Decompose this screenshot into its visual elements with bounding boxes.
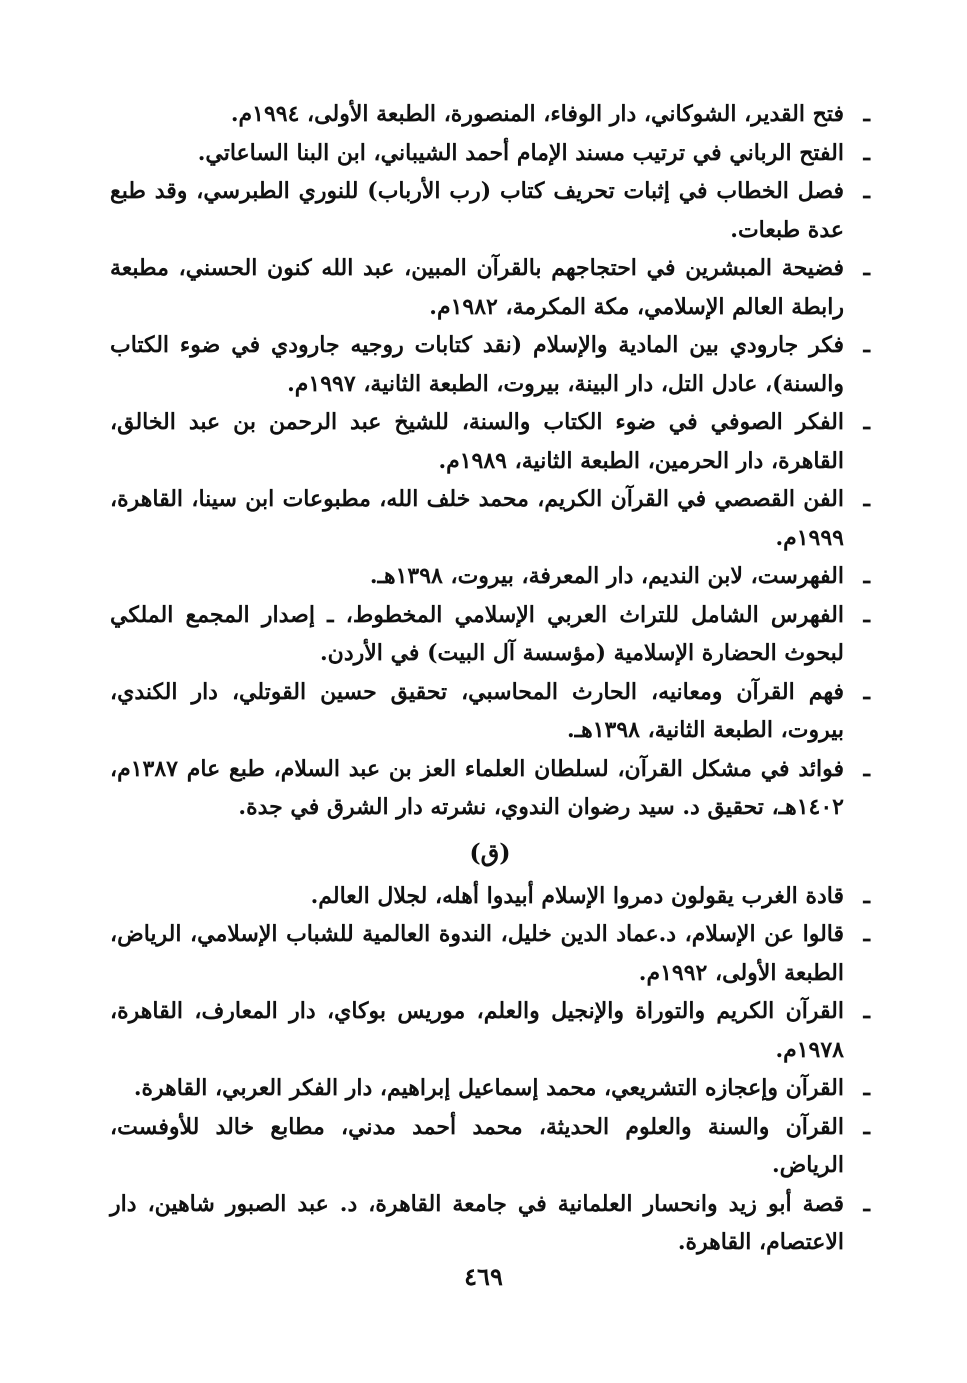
entry-dash: ـ: [863, 921, 870, 947]
entry-text: القرآن والسنة والعلوم الحديثة، محمد أحمد مدني، مطابع خالد للأوفست، الرياض.: [110, 1113, 844, 1178]
entry-dash: ـ: [863, 255, 870, 281]
bibliography-page: [110, 95, 870, 1315]
bibliography-entry: [110, 403, 870, 480]
entry-text: الفهرست، لابن النديم، دار المعرفة، بيروت، ١٣٩٨هـ.: [369, 563, 844, 589]
entry-text: فصل الخطاب في إثبات تحريف كتاب (رب الأرباب) للنوري الطبرسي، وقد طبع عدة طبعات.: [110, 178, 844, 243]
entry-dash: ـ: [863, 486, 870, 512]
bibliography-entry: [110, 134, 870, 173]
entry-dash: ـ: [863, 882, 870, 909]
entry-text: فوائد في مشكل القرآن، لسلطان العلماء العز بن عبد السلام، طبع عام ١٣٨٧م، ١٤٠٢هـ، تحقيق د. سيد رضوان الندوي، نشرته دار الشرق في جدة.: [110, 755, 844, 820]
bibliography-entry: [110, 249, 870, 326]
entry-dash: ـ: [863, 1190, 870, 1217]
entry-dash: ـ: [863, 409, 870, 435]
entry-dash: ـ: [863, 601, 870, 628]
entry-text: الفن القصصي في القرآن الكريم، محمد خلف الله، مطبوعات ابن سينا، القاهرة، ١٩٩٩م.: [110, 486, 845, 551]
bibliography-entry: [110, 915, 870, 992]
section-heading-qaf: (ق): [469, 837, 511, 867]
entry-text: الفهرس الشامل للتراث العربي الإسلامي المخطوط، ـ إصدار المجمع الملكي لبحوث الحضارة الإسلامية (مؤسسة آل البيت) في الأردن.: [110, 601, 844, 666]
entry-dash: ـ: [863, 139, 870, 166]
bibliography-entry: [110, 557, 870, 596]
bibliography-entry: [110, 326, 870, 403]
entry-text: فكر جارودي بين المادية والإسلام (نقد كتابات روجيه جارودي في ضوء الكتاب والسنة)، عادل التل، دار البينة، بيروت، الطبعة الثانية، ١٩٩٧م.: [110, 332, 844, 397]
entry-dash: ـ: [863, 101, 870, 127]
bibliography-entry: [110, 480, 870, 557]
entry-text: قالوا عن الإسلام، د.عماد الدين خليل، الندوة العالمية للشباب الإسلامي، الرياض، الطبعة الأولى، ١٩٩٢م.: [110, 921, 844, 986]
entry-dash: ـ: [863, 678, 870, 705]
entry-dash: ـ: [863, 332, 870, 358]
entry-dash: ـ: [863, 563, 870, 589]
entry-text: القرآن الكريم والتوراة والإنجيل والعلم، موريس بوكاي، دار المعارف، القاهرة، ١٩٧٨م.: [110, 998, 844, 1063]
entry-text: الفتح الرباني في ترتيب مسند الإمام أحمد الشيباني، ابن البنا الساعاتي.: [197, 139, 844, 166]
bibliography-entry: [110, 596, 870, 673]
bibliography-list-qaf: [110, 877, 870, 1262]
entry-text: القرآن وإعجازه التشريعي، محمد إسماعيل إبراهيم، دار الفكر العربي، القاهرة.: [133, 1075, 844, 1101]
bibliography-entry: [110, 1069, 870, 1108]
entry-dash: ـ: [863, 178, 870, 204]
entry-dash: ـ: [863, 1113, 870, 1140]
entry-text: فهم القرآن ومعانيه، الحارث المحاسبي، تحقيق حسين القوتلي، دار الكندي، بيروت، الطبعة الثانية، ١٣٩٨هـ.: [110, 678, 844, 743]
entry-text: قادة الغرب يقولون دمروا الإسلام أبيدوا أهله، لجلال العالم.: [310, 882, 844, 909]
entry-dash: ـ: [863, 998, 870, 1024]
entry-text: فتح القدير، الشوكاني، دار الوفاء، المنصورة، الطبعة الأولى، ١٩٩٤م.: [230, 101, 844, 127]
entry-text: فضيحة المبشرين في احتجاجهم بالقرآن المبين، عبد الله كنون الحسني، مطبعة رابطة العالم الإسلامي، مكة المكرمة، ١٩٨٢م.: [110, 255, 844, 320]
bibliography-entry: [110, 750, 870, 827]
bibliography-entry: [110, 877, 870, 916]
bibliography-entry: [110, 95, 870, 134]
bibliography-entry: [110, 1108, 870, 1185]
page-number: ٤٦٩: [464, 1262, 503, 1291]
bibliography-entry: [110, 1185, 870, 1262]
bibliography-list-fa: [110, 95, 870, 827]
entry-text: الفكر الصوفي في ضوء الكتاب والسنة، للشيخ عبد الرحمن بن عبد الخالق، القاهرة، دار الحرمين، الطبعة الثانية، ١٩٨٩م.: [110, 409, 845, 474]
bibliography-entry: [110, 673, 870, 750]
entry-dash: ـ: [863, 1075, 870, 1101]
entry-dash: ـ: [863, 755, 870, 782]
bibliography-entry: [110, 992, 870, 1069]
entry-text: قصة أبو زيد وانحسار العلمانية في جامعة القاهرة، د. عبد الصبور شاهين، دار الاعتصام، القاهرة.: [110, 1190, 844, 1255]
bibliography-entry: [110, 172, 870, 249]
